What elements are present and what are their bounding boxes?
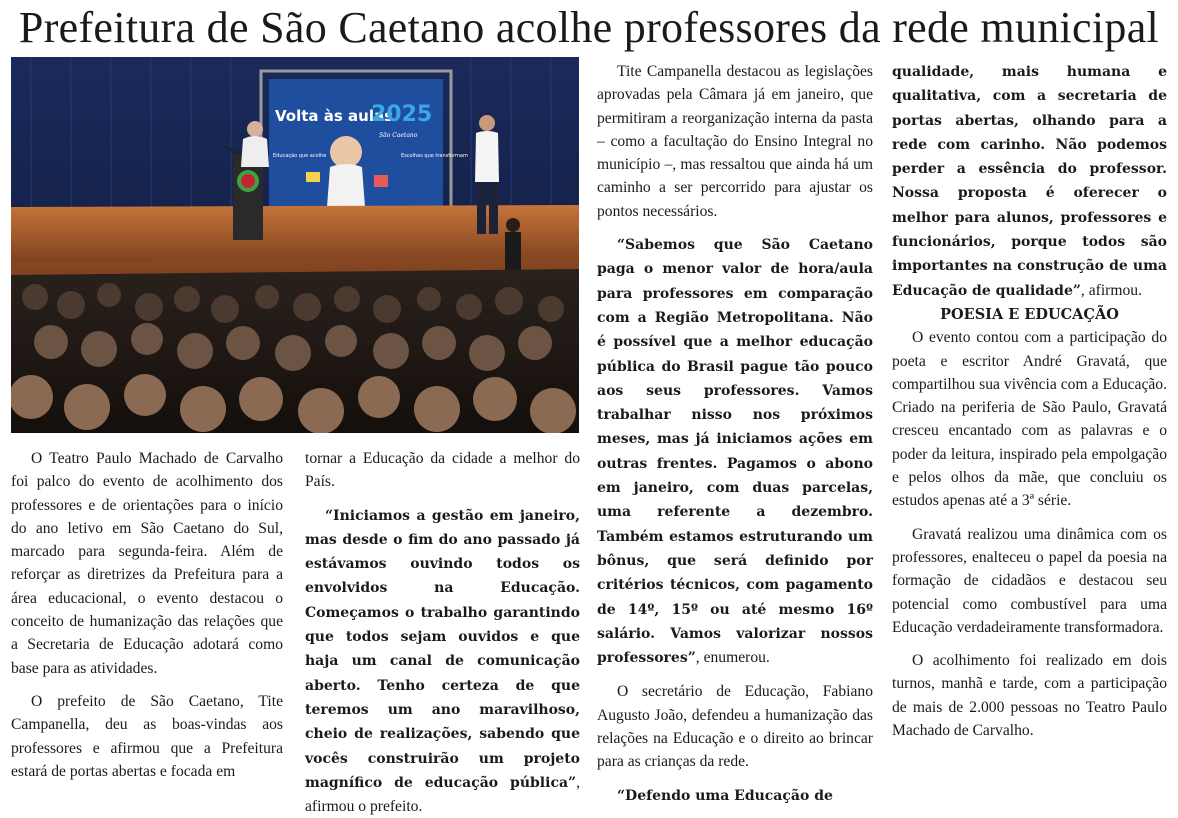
quote-paragraph [892, 60, 1167, 303]
paragraph: tornar a Educação da cidade a melhor do País. [305, 450, 580, 491]
column-4 [892, 60, 1167, 742]
paragraph: O evento contou com a participação do poeta e escritor André Gravatá, que compartilhou sua vivência com a Educação. Criado na periferia de São Paulo, Gravatá cresceu encantado com as palavras e o poder da leitura, inspirado pela empolgação e pelos olhos da mãe, que concluiu os estudos apenas até a 3ª série. [892, 329, 1167, 510]
column-3 [597, 60, 873, 808]
headline: Prefeitura de São Caetano acolhe professores da rede municipal [18, 3, 1160, 52]
quote-text: “Iniciamos a gestão em janeiro, mas desde o fim do ano passado já estávamos ouvindo todos os envolvidos na Educação. Começamos o trabalho garantindo que todos sejam ouvidos e que haja um canal de comunicação aberto. Tenho certeza de que teremos um ano maravilhoso, cheio de realizações, sabendo que vocês construirão um projeto magnífico de educação pública” [305, 507, 580, 791]
quote-paragraph [597, 233, 873, 670]
paragraph: O secretário de Educação, Fabiano Augusto João, defendeu a humanização das relações na Educação e o direito ao brincar para as crianças da rede. [597, 683, 873, 771]
quote-text: “Defendo uma Educação de [617, 787, 833, 804]
quote-attribution: , afirmou o prefeito. [305, 773, 580, 816]
quote-text: “Sabemos que São Caetano paga o menor valor de hora/aula para professores em comparação com a Região Metropolitana. Não é possível que a melhor educação pública do Brasil pague tão pouco aos seus professores. Vamos trabalhar nisso nos próximos meses, mas já iniciamos ações em outras frentes. Pagamos o abono em janeiro, com duas parcelas, uma referente a dezembro. Também estamos estruturando um bônus, que será definido por critérios técnicos, com pagamento de 14º, 15º ou até mesmo 16º salário. Vamos valorizar nossos professores” [597, 237, 873, 667]
banner-right-text: Escolhas que transformam [401, 153, 468, 159]
banner-year: 2025 [371, 102, 433, 127]
banner-left-text: Educação que acolhe [273, 153, 327, 159]
quote-attribution: , afirmou. [1080, 281, 1142, 299]
paragraph: O Teatro Paulo Machado de Carvalho foi palco do evento de acolhimento dos professores e de orientações para o início do ano letivo em São Caetano do Sul, marcado para segunda-feira. Além de reforçar as diretrizes da Prefeitura para a área educacional, o evento destacou o conceito de humanização das relações que a Secretaria de Educação adotará como base para as atividades. [11, 450, 283, 677]
banner-brand: São Caetano [379, 132, 418, 139]
paragraph: O acolhimento foi realizado em dois turnos, manhã e tarde, com a participação de mais de 2.000 pessoas no Teatro Paulo Machado de Carvalho. [892, 652, 1167, 740]
quote-attribution: , enumerou. [695, 649, 770, 667]
banner-title: Volta às aulas [275, 107, 394, 125]
section-subheading: POESIA E EDUCAÇÃO [940, 305, 1119, 323]
column-1 [11, 447, 283, 783]
quote-text: qualidade, mais humana e qualitativa, com a secretaria de portas abertas, olhando para a rede com carinho. Não podemos perder a essência do professor. Nossa proposta é oferecer o melhor para alunos, professores e funcionários, porque todos são importantes na construção de uma Educação de qualidade” [892, 64, 1167, 299]
quote-paragraph [305, 504, 580, 818]
quote-paragraph [597, 784, 873, 808]
paragraph: Gravatá realizou uma dinâmica com os professores, enalteceu o papel da poesia na formação de cidadãos e destacou seu potencial como combustível para uma Educação verdadeiramente transformadora. [892, 525, 1167, 636]
paragraph: Tite Campanella destacou as legislações aprovadas pela Câmara já em janeiro, que permitiram a reorganização interna da pasta – como a facultação do Ensino Integral no município –, mas ressaltou que ainda há um caminho a ser percorrido para ajustar os pontos necessários. [597, 63, 873, 220]
event-photo [11, 57, 579, 433]
column-2 [305, 447, 580, 818]
paragraph: O prefeito de São Caetano, Tite Campanella, deu as boas-vindas aos professores e afirmou que a Prefeitura estará de portas abertas e focada em [11, 692, 283, 780]
